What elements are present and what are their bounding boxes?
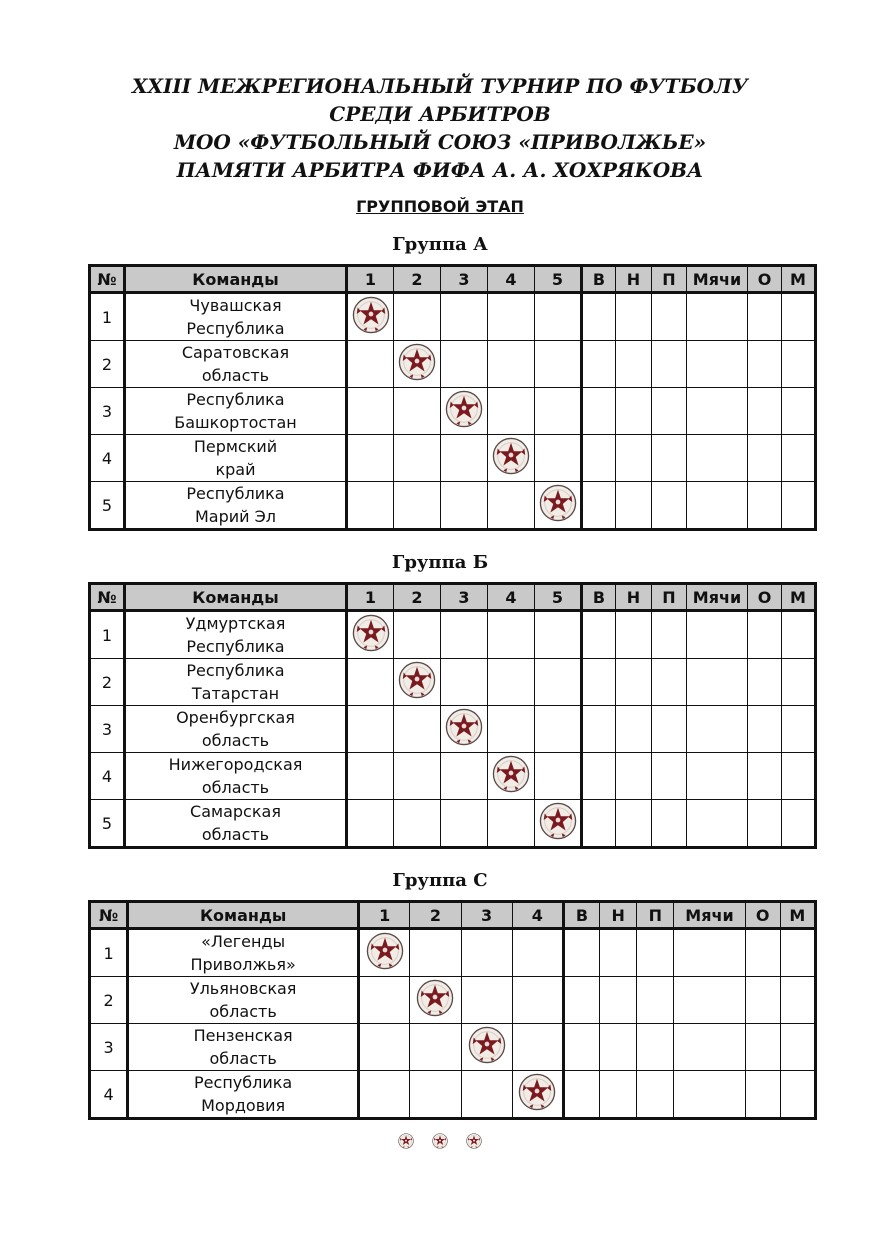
goals-cell	[687, 388, 748, 435]
col-header-match: 1	[347, 584, 394, 611]
goals-cell	[687, 659, 748, 706]
points-cell	[745, 1024, 780, 1071]
losses-cell	[652, 388, 687, 435]
match-result-cell	[488, 800, 535, 848]
footer-balls	[0, 1133, 880, 1154]
goals-cell	[687, 293, 748, 341]
match-result-cell	[441, 659, 488, 706]
team-number: 1	[90, 611, 125, 659]
team-name-line-1: Пермский	[193, 437, 278, 456]
team-number: 3	[90, 706, 125, 753]
place-cell	[782, 293, 816, 341]
losses-cell	[652, 482, 687, 530]
match-result-cell	[488, 659, 535, 706]
match-result-cell	[410, 1071, 461, 1119]
points-cell	[745, 1071, 780, 1119]
match-result-cell	[535, 659, 582, 706]
match-result-cell	[461, 977, 512, 1024]
col-header-num: №	[90, 902, 128, 929]
diagonal-cell	[512, 1071, 563, 1119]
team-row	[90, 341, 816, 388]
losses-cell	[652, 659, 687, 706]
losses-cell	[637, 1071, 674, 1119]
col-header-match: 1	[347, 266, 394, 293]
soccer-ball-icon	[416, 979, 454, 1021]
match-result-cell	[535, 341, 582, 388]
points-cell	[748, 435, 782, 482]
match-result-cell	[512, 929, 563, 977]
col-header-draws: Н	[616, 266, 652, 293]
soccer-ball-icon	[352, 614, 390, 656]
match-result-cell	[394, 388, 441, 435]
team-number: 1	[90, 929, 128, 977]
draws-cell	[600, 1071, 637, 1119]
losses-cell	[652, 800, 687, 848]
match-result-cell	[488, 388, 535, 435]
place-cell	[780, 1071, 815, 1119]
team-row	[90, 293, 816, 341]
team-name-line-2: Башкортостан	[174, 413, 297, 432]
match-result-cell	[347, 800, 394, 848]
draws-cell	[616, 753, 652, 800]
col-header-goals: Мячи	[687, 584, 748, 611]
team-number: 4	[90, 435, 125, 482]
losses-cell	[652, 611, 687, 659]
place-cell	[780, 1024, 815, 1071]
team-name-line-2: область	[201, 825, 270, 844]
match-result-cell	[535, 611, 582, 659]
match-result-cell	[394, 611, 441, 659]
match-result-cell	[441, 800, 488, 848]
match-result-cell	[347, 435, 394, 482]
diagonal-cell	[441, 706, 488, 753]
wins-cell	[563, 977, 599, 1024]
points-cell	[745, 977, 780, 1024]
team-name	[125, 482, 347, 530]
place-cell	[782, 341, 816, 388]
soccer-ball-icon	[539, 484, 577, 526]
match-result-cell	[347, 341, 394, 388]
team-number: 2	[90, 659, 125, 706]
wins-cell	[582, 435, 616, 482]
place-cell	[782, 435, 816, 482]
soccer-ball-icon	[466, 1133, 482, 1154]
team-name-line-1: «Легенды	[201, 932, 286, 951]
soccer-ball-icon	[398, 661, 436, 703]
col-header-place: М	[782, 584, 816, 611]
team-name-line-2: Марий Эл	[194, 507, 277, 526]
team-name-line-2: область	[201, 366, 270, 385]
place-cell	[780, 929, 815, 977]
draws-cell	[616, 800, 652, 848]
goals-cell	[674, 929, 745, 977]
match-result-cell	[347, 659, 394, 706]
losses-cell	[637, 929, 674, 977]
team-number: 5	[90, 482, 125, 530]
match-result-cell	[347, 706, 394, 753]
team-row	[90, 388, 816, 435]
match-result-cell	[488, 482, 535, 530]
team-name-line-1: Оренбургская	[176, 708, 295, 727]
points-cell	[748, 800, 782, 848]
team-name-line-2: Татарстан	[191, 684, 280, 703]
diagonal-cell	[535, 800, 582, 848]
draws-cell	[616, 293, 652, 341]
goals-cell	[687, 341, 748, 388]
team-row	[90, 753, 816, 800]
group-table	[88, 264, 817, 531]
soccer-ball-icon	[398, 343, 436, 385]
tournament-title	[0, 72, 880, 184]
soccer-ball-icon	[432, 1133, 448, 1154]
team-name-line-1: Самарская	[190, 802, 281, 821]
soccer-ball-icon	[445, 708, 483, 750]
team-name-line-1: Нижегородская	[168, 755, 303, 774]
place-cell	[782, 753, 816, 800]
match-result-cell	[410, 1024, 461, 1071]
wins-cell	[582, 611, 616, 659]
team-name	[125, 293, 347, 341]
diagonal-cell	[535, 482, 582, 530]
draws-cell	[600, 1024, 637, 1071]
draws-cell	[600, 929, 637, 977]
team-name-line-2: область	[201, 731, 270, 750]
group-title: Группа Б	[391, 552, 489, 573]
team-name	[125, 388, 347, 435]
match-result-cell	[441, 611, 488, 659]
draws-cell	[616, 706, 652, 753]
points-cell	[745, 929, 780, 977]
wins-cell	[563, 929, 599, 977]
col-header-losses: П	[637, 902, 674, 929]
match-result-cell	[441, 482, 488, 530]
team-name-line-2: область	[209, 1049, 277, 1068]
points-cell	[748, 659, 782, 706]
team-name-line-2: область	[201, 778, 270, 797]
team-name-line-1: Республика	[194, 1073, 293, 1092]
diagonal-cell	[394, 341, 441, 388]
col-header-match: 4	[488, 584, 535, 611]
losses-cell	[652, 753, 687, 800]
team-name	[128, 977, 359, 1024]
points-cell	[748, 706, 782, 753]
col-header-goals: Мячи	[687, 266, 748, 293]
goals-cell	[687, 753, 748, 800]
col-header-num: №	[90, 266, 125, 293]
match-result-cell	[535, 293, 582, 341]
col-header-losses: П	[652, 584, 687, 611]
draws-cell	[600, 977, 637, 1024]
match-result-cell	[441, 341, 488, 388]
team-name-line-2: Приволжья»	[190, 955, 296, 974]
title-line-3: МОО «ФУТБОЛЬНЫЙ СОЮЗ «ПРИВОЛЖЬЕ»	[173, 130, 707, 154]
group-title: Группа А	[392, 234, 488, 255]
group-table	[88, 582, 817, 849]
soccer-ball-icon	[518, 1073, 556, 1115]
losses-cell	[652, 435, 687, 482]
diagonal-cell	[410, 977, 461, 1024]
wins-cell	[582, 293, 616, 341]
col-header-losses: П	[652, 266, 687, 293]
match-result-cell	[359, 1024, 410, 1071]
match-result-cell	[441, 753, 488, 800]
wins-cell	[563, 1024, 599, 1071]
team-name	[125, 435, 347, 482]
title-line-4: ПАМЯТИ АРБИТРА ФИФА А. А. ХОХРЯКОВА	[176, 158, 704, 182]
col-header-wins: В	[582, 584, 616, 611]
col-header-match: 3	[441, 266, 488, 293]
team-name	[125, 659, 347, 706]
place-cell	[780, 977, 815, 1024]
team-row	[90, 482, 816, 530]
wins-cell	[582, 388, 616, 435]
draws-cell	[616, 435, 652, 482]
col-header-match: 3	[461, 902, 512, 929]
soccer-ball-icon	[492, 437, 530, 479]
col-header-points: О	[748, 266, 782, 293]
match-result-cell	[535, 706, 582, 753]
team-row	[90, 800, 816, 848]
diagonal-cell	[359, 929, 410, 977]
soccer-ball-icon	[468, 1026, 506, 1068]
team-row	[90, 611, 816, 659]
team-name-line-1: Республика	[186, 661, 285, 680]
points-cell	[748, 388, 782, 435]
col-header-teams: Команды	[125, 266, 347, 293]
points-cell	[748, 753, 782, 800]
match-result-cell	[410, 929, 461, 977]
col-header-goals: Мячи	[674, 902, 745, 929]
points-cell	[748, 482, 782, 530]
wins-cell	[563, 1071, 599, 1119]
col-header-teams: Команды	[128, 902, 359, 929]
team-name-line-2: Республика	[186, 319, 285, 338]
soccer-ball-icon	[492, 755, 530, 797]
draws-cell	[616, 482, 652, 530]
team-name-line-2: Мордовия	[201, 1096, 286, 1115]
match-result-cell	[535, 435, 582, 482]
team-number: 4	[90, 1071, 128, 1119]
group-table	[88, 900, 817, 1120]
goals-cell	[674, 1024, 745, 1071]
losses-cell	[637, 977, 674, 1024]
wins-cell	[582, 753, 616, 800]
group-title: Группа С	[392, 870, 488, 891]
team-name-line-2: Республика	[186, 637, 285, 656]
col-header-match: 2	[394, 266, 441, 293]
goals-cell	[674, 1071, 745, 1119]
match-result-cell	[441, 435, 488, 482]
team-name	[125, 341, 347, 388]
team-name	[125, 753, 347, 800]
match-result-cell	[394, 293, 441, 341]
match-result-cell	[461, 1071, 512, 1119]
goals-cell	[687, 706, 748, 753]
goals-cell	[687, 435, 748, 482]
diagonal-cell	[488, 435, 535, 482]
team-name-line-2: область	[209, 1002, 277, 1021]
losses-cell	[637, 1024, 674, 1071]
place-cell	[782, 611, 816, 659]
match-result-cell	[488, 293, 535, 341]
team-row	[90, 1024, 816, 1071]
place-cell	[782, 706, 816, 753]
soccer-ball-icon	[445, 390, 483, 432]
match-result-cell	[535, 388, 582, 435]
col-header-wins: В	[582, 266, 616, 293]
team-number: 2	[90, 977, 128, 1024]
col-header-match: 4	[488, 266, 535, 293]
soccer-ball-icon	[352, 296, 390, 338]
goals-cell	[674, 977, 745, 1024]
team-row	[90, 706, 816, 753]
col-header-match: 2	[410, 902, 461, 929]
team-name-line-1: Республика	[186, 390, 285, 409]
team-row	[90, 435, 816, 482]
team-number: 1	[90, 293, 125, 341]
team-name	[125, 611, 347, 659]
stage-title: ГРУППОВОЙ ЭТАП	[356, 197, 524, 216]
team-name	[128, 1024, 359, 1071]
team-name-line-1: Удмуртская	[185, 614, 286, 633]
team-name	[125, 706, 347, 753]
wins-cell	[582, 482, 616, 530]
match-result-cell	[347, 482, 394, 530]
team-name	[128, 929, 359, 977]
col-header-match: 3	[441, 584, 488, 611]
col-header-match: 5	[535, 584, 582, 611]
wins-cell	[582, 341, 616, 388]
diagonal-cell	[461, 1024, 512, 1071]
place-cell	[782, 482, 816, 530]
match-result-cell	[347, 753, 394, 800]
col-header-place: М	[780, 902, 815, 929]
title-line-2: СРЕДИ АРБИТРОВ	[329, 102, 551, 126]
goals-cell	[687, 482, 748, 530]
team-name-line-1: Республика	[186, 484, 285, 503]
team-number: 3	[90, 1024, 128, 1071]
team-name-line-2: край	[215, 460, 256, 479]
draws-cell	[616, 341, 652, 388]
losses-cell	[652, 293, 687, 341]
match-result-cell	[394, 706, 441, 753]
team-row	[90, 1071, 816, 1119]
diagonal-cell	[347, 293, 394, 341]
diagonal-cell	[488, 753, 535, 800]
col-header-draws: Н	[616, 584, 652, 611]
place-cell	[782, 388, 816, 435]
team-name-line-1: Чувашская	[189, 296, 282, 315]
draws-cell	[616, 659, 652, 706]
team-row	[90, 977, 816, 1024]
col-header-points: О	[745, 902, 780, 929]
points-cell	[748, 341, 782, 388]
match-result-cell	[512, 977, 563, 1024]
draws-cell	[616, 611, 652, 659]
points-cell	[748, 293, 782, 341]
team-name-line-1: Пензенская	[193, 1026, 293, 1045]
match-result-cell	[488, 706, 535, 753]
diagonal-cell	[441, 388, 488, 435]
team-number: 3	[90, 388, 125, 435]
match-result-cell	[535, 753, 582, 800]
match-result-cell	[359, 977, 410, 1024]
team-name-line-1: Ульяновская	[189, 979, 297, 998]
team-number: 5	[90, 800, 125, 848]
wins-cell	[582, 706, 616, 753]
losses-cell	[652, 706, 687, 753]
col-header-match: 2	[394, 584, 441, 611]
match-result-cell	[359, 1071, 410, 1119]
losses-cell	[652, 341, 687, 388]
wins-cell	[582, 800, 616, 848]
points-cell	[748, 611, 782, 659]
col-header-points: О	[748, 584, 782, 611]
soccer-ball-icon	[366, 932, 404, 974]
match-result-cell	[394, 753, 441, 800]
team-name	[125, 800, 347, 848]
soccer-ball-icon	[539, 802, 577, 844]
col-header-draws: Н	[600, 902, 637, 929]
team-number: 4	[90, 753, 125, 800]
col-header-match: 4	[512, 902, 563, 929]
match-result-cell	[394, 482, 441, 530]
team-row	[90, 929, 816, 977]
place-cell	[782, 659, 816, 706]
col-header-place: М	[782, 266, 816, 293]
team-number: 2	[90, 341, 125, 388]
team-row	[90, 659, 816, 706]
goals-cell	[687, 800, 748, 848]
match-result-cell	[347, 388, 394, 435]
diagonal-cell	[347, 611, 394, 659]
goals-cell	[687, 611, 748, 659]
team-name-line-1: Саратовская	[181, 343, 290, 362]
col-header-teams: Команды	[125, 584, 347, 611]
wins-cell	[582, 659, 616, 706]
soccer-ball-icon	[398, 1133, 414, 1154]
match-result-cell	[394, 435, 441, 482]
col-header-wins: В	[563, 902, 599, 929]
match-result-cell	[441, 293, 488, 341]
place-cell	[782, 800, 816, 848]
team-name	[128, 1071, 359, 1119]
match-result-cell	[512, 1024, 563, 1071]
draws-cell	[616, 388, 652, 435]
match-result-cell	[461, 929, 512, 977]
match-result-cell	[394, 800, 441, 848]
col-header-num: №	[90, 584, 125, 611]
diagonal-cell	[394, 659, 441, 706]
match-result-cell	[488, 611, 535, 659]
match-result-cell	[488, 341, 535, 388]
title-line-1: XXIII МЕЖРЕГИОНАЛЬНЫЙ ТУРНИР ПО ФУТБОЛУ	[131, 74, 748, 98]
col-header-match: 5	[535, 266, 582, 293]
col-header-match: 1	[359, 902, 410, 929]
